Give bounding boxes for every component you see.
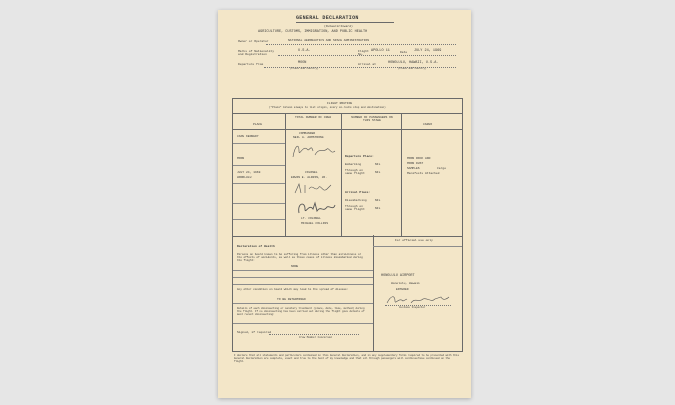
crew-name-2: EDWIN E. ALDRIN, JR. xyxy=(291,176,328,179)
marks-label: Marks of Nationality and Registration xyxy=(238,50,275,56)
health-line-3 xyxy=(233,284,373,285)
col-cargo-header: CARGO xyxy=(423,123,433,126)
through-value: NIL xyxy=(375,171,381,174)
crew-member-label: Crew Member Concerned xyxy=(299,336,332,339)
form-subtitle: (Outward/Inward) xyxy=(324,25,353,28)
arrival-sub: (Place and Country) xyxy=(398,67,427,70)
flight-value: APOLLO 11 xyxy=(371,49,390,53)
routing-title-divider xyxy=(233,113,462,114)
official-airport: HONOLULU AIRPORT xyxy=(381,274,415,278)
arrival-value: HONOLULU, HAWAII, U.S.A. xyxy=(388,61,439,65)
official-title-line xyxy=(373,246,462,247)
owner-value: NATIONAL AERONAUTICS AND SPACE ADMINISTRATION xyxy=(288,39,370,42)
col-divider-3 xyxy=(401,113,402,236)
col-place-header: PLACE xyxy=(253,123,263,126)
official-city: Honolulu, Hawaii xyxy=(391,282,420,285)
flight-label: Flight No. xyxy=(358,50,369,56)
health-line-2 xyxy=(233,277,373,278)
agencies-heading: AGRICULTURE, CUSTOMS, IMMIGRATION, AND PUBLIC HEALTH xyxy=(258,30,368,34)
health-other-text: Any other condition on board which may lead to the spread of disease: xyxy=(237,288,349,291)
col-crew-header: TOTAL NUMBER OF CREW xyxy=(294,116,331,119)
arrival-place-label: Arrival Place: xyxy=(345,191,371,194)
date-label: Date xyxy=(400,51,408,54)
signed-label: Signed, if required xyxy=(237,331,272,334)
owner-label: Owner or Operator xyxy=(238,40,269,43)
crew-rank-1: COMMANDER xyxy=(299,132,316,135)
departure-line xyxy=(264,67,456,68)
official-divider xyxy=(373,235,374,351)
cargo-line-2: MOON DUST xyxy=(407,162,424,165)
place-row-line-1 xyxy=(233,143,285,144)
official-title: For official use only xyxy=(395,239,433,242)
departure-value: MOON xyxy=(298,61,307,65)
cargo-line-3: SAMPLES xyxy=(407,167,420,170)
health-persons-text: Persons on board known to be suffering from illness other than airsickness or the effects of accidents, as well as those cases of illness disembarked during the flight: xyxy=(237,253,363,263)
health-section xyxy=(232,235,463,352)
routing-header-divider xyxy=(233,129,462,130)
routing-title: FLIGHT ROUTING xyxy=(327,102,353,105)
health-line-1 xyxy=(233,270,373,271)
health-other-value: TO BE DETERMINED xyxy=(277,298,306,301)
place-row-line-3 xyxy=(233,183,285,184)
place-row-line-2 xyxy=(233,165,285,166)
declaration-footer: I declare that all statements and particulars contained in this General Declaration, and in any supplementary forms required to be presented with this General Declaration are complete, exact and true to the best of my knowledge and that all through passengers will continue/have continued on the flight. xyxy=(234,354,460,364)
marks-value: U.S.A. xyxy=(298,49,311,53)
place-row-line-4 xyxy=(233,203,285,204)
title-underline xyxy=(296,22,394,23)
owner-line xyxy=(266,44,456,45)
health-title: Declaration of Health xyxy=(237,245,275,248)
flight-routing-table xyxy=(232,98,463,237)
inspector-label: Customs Inspector xyxy=(399,306,426,309)
place-honolulu: HONOLULU xyxy=(237,176,252,179)
through-value-2: NIL xyxy=(375,207,381,210)
disembarking-label: Disembarking xyxy=(345,199,367,202)
date-value: JULY 24, 1969 xyxy=(414,49,442,53)
routing-note: ("Place" Column always to list origin, every en-route stop and destination) xyxy=(269,106,386,109)
embarking-value: NIL xyxy=(375,163,381,166)
official-entered: ENTERED xyxy=(396,288,409,291)
health-disinsecting-text: Details of each disinsecting or sanitary treatment (place, date, time, method) during the flight. If no disinsecting has been carried out during the flight give details of most recent disinsecting: xyxy=(237,307,365,316)
place-date: JULY 24, 1969 xyxy=(237,171,261,174)
health-persons-value: NONE xyxy=(291,265,299,268)
cargo-cargo-label: Cargo xyxy=(437,167,447,170)
crew-name-1: NEIL A. ARMSTRONG xyxy=(293,136,324,139)
disembarking-value: NIL xyxy=(375,199,381,202)
health-line-4 xyxy=(233,303,373,304)
armstrong-signature xyxy=(287,139,339,163)
collins-signature xyxy=(293,199,339,217)
signed-line xyxy=(269,334,359,335)
health-line-5 xyxy=(233,323,373,324)
crew-rank-2: COLONEL xyxy=(305,171,318,174)
embarking-label: Embarking xyxy=(345,163,362,166)
through-label: Through on same flight xyxy=(345,169,365,175)
aldrin-signature xyxy=(291,181,337,197)
departure-place-label: Departure Place: xyxy=(345,155,374,158)
place-moon: MOON xyxy=(237,157,245,160)
crew-name-3: MICHAEL COLLINS xyxy=(301,222,329,225)
col-passengers-header: NUMBER OF PASSENGERS ON THIS STAGE xyxy=(351,116,393,122)
marks-line xyxy=(278,55,456,56)
place-row-line-5 xyxy=(233,219,285,220)
col-divider-2 xyxy=(341,113,342,236)
col-divider-1 xyxy=(285,113,286,236)
crew-rank-3: LT. COLONEL xyxy=(301,217,321,220)
document-page xyxy=(218,10,471,398)
place-origin: CAPE KENNEDY xyxy=(237,135,259,138)
cargo-line-4: Manifests Attached xyxy=(407,172,440,175)
departure-sub: (Place and Country) xyxy=(290,67,319,70)
cargo-line-1: MOON ROCK AND xyxy=(407,157,431,160)
arrival-label: Arrival at xyxy=(358,63,377,66)
departure-label: Departure from xyxy=(238,63,264,66)
form-title: GENERAL DECLARATION xyxy=(296,15,359,21)
through-label-2: Through on same flight xyxy=(345,205,365,211)
